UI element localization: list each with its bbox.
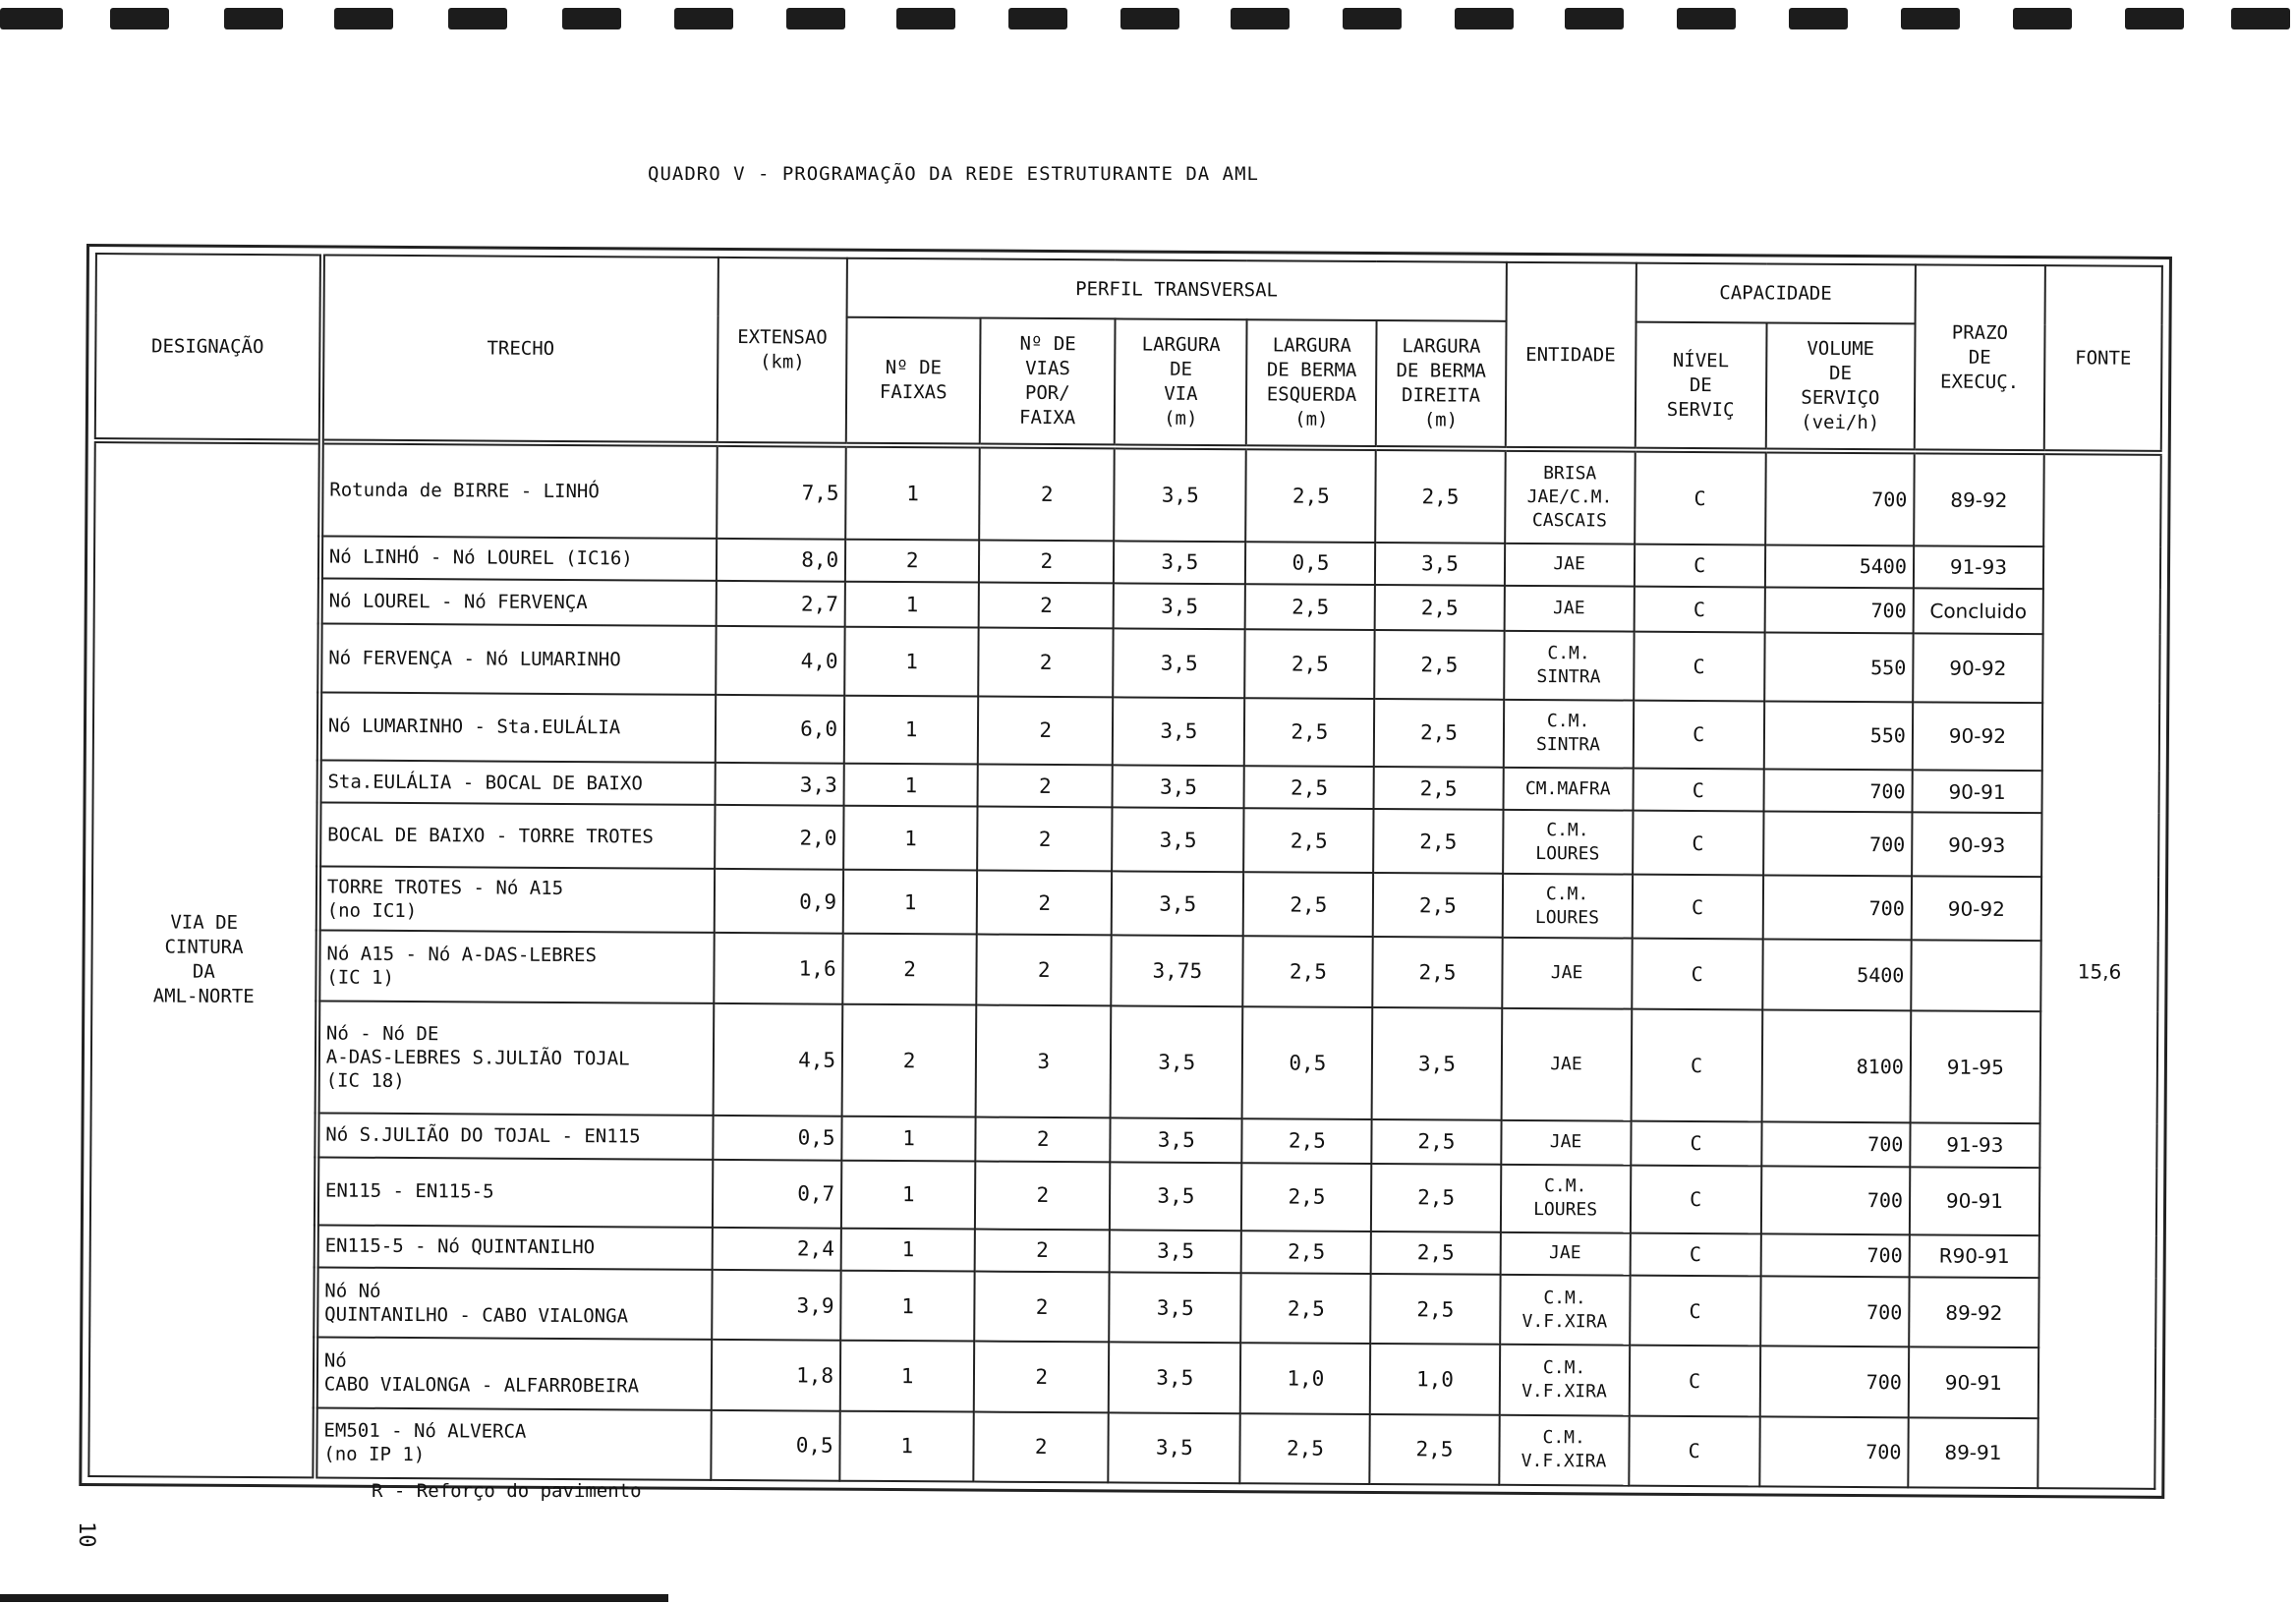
table-row — [89, 1336, 2155, 1418]
faixas-cell: 1 — [841, 1160, 976, 1229]
vias-cell: 2 — [979, 446, 1115, 542]
berma-esquerda-cell: 2,5 — [1246, 447, 1377, 543]
berma-direita-cell: 2,5 — [1374, 699, 1504, 768]
header-entidade: ENTIDADE — [1505, 262, 1636, 450]
punch-hole — [1455, 8, 1514, 29]
volume-servico-cell: 700 — [1759, 1346, 1909, 1417]
prazo-cell: 90-92 — [1913, 634, 2042, 703]
berma-esquerda-cell: 2,5 — [1245, 584, 1375, 631]
largura-via-cell: 3,5 — [1113, 765, 1244, 808]
punch-hole — [1008, 8, 1067, 29]
header-designacao: DESIGNAÇÃO — [95, 254, 322, 441]
largura-via-cell: 3,5 — [1114, 446, 1246, 542]
prazo-cell: Concluido — [1914, 588, 2043, 635]
binding-punch-strip — [0, 0, 2296, 35]
berma-direita-cell: 2,5 — [1371, 1274, 1501, 1345]
largura-via-cell: 3,5 — [1112, 872, 1243, 937]
nivel-servico-cell: C — [1635, 450, 1766, 545]
vias-cell: 2 — [974, 1271, 1110, 1342]
vias-cell: 2 — [977, 806, 1112, 871]
nivel-servico-cell: C — [1632, 939, 1762, 1009]
berma-direita-cell: 1,0 — [1370, 1344, 1500, 1414]
extensao-cell: 2,7 — [717, 581, 845, 628]
volume-servico-cell: 700 — [1762, 876, 1912, 941]
faixas-cell: 1 — [844, 696, 979, 765]
prazo-cell: 90-91 — [1912, 770, 2041, 813]
trecho-cell: EN115-5 - Nó QUINTANILHO — [316, 1225, 712, 1269]
berma-esquerda-cell: 2,5 — [1243, 937, 1373, 1007]
header-largura-via: LARGURA DE VIA (m) — [1115, 318, 1247, 447]
largura-via-cell: 3,5 — [1114, 629, 1245, 698]
berma-esquerda-cell: 2,5 — [1241, 1273, 1371, 1344]
faixas-cell: 1 — [844, 627, 979, 696]
entidade-cell: C.M. V.F.XIRA — [1500, 1275, 1630, 1346]
trecho-cell: Nó LOUREL - Nó FERVENÇA — [319, 578, 717, 626]
header-fonte: FONTE — [2044, 265, 2162, 453]
header-trecho: TRECHO — [321, 255, 718, 443]
volume-servico-cell: 5400 — [1762, 940, 1912, 1010]
vias-cell: 2 — [978, 765, 1113, 808]
trecho-cell: Sta.EULÁLIA - BOCAL DE BAIXO — [318, 761, 715, 805]
vias-cell: 2 — [977, 871, 1112, 936]
largura-via-cell: 3,5 — [1110, 1230, 1241, 1273]
entidade-cell: C.M. LOURES — [1500, 1165, 1630, 1233]
berma-direita-cell: 2,5 — [1375, 585, 1504, 632]
volume-servico-cell: 8100 — [1761, 1009, 1911, 1122]
berma-esquerda-cell: 2,5 — [1245, 630, 1375, 699]
nivel-servico-cell: C — [1631, 1165, 1761, 1233]
nivel-servico-cell: C — [1630, 1233, 1760, 1277]
punch-hole — [1901, 8, 1960, 29]
berma-esquerda-cell: 0,5 — [1245, 542, 1375, 585]
prazo-cell: 91-93 — [1910, 1122, 2039, 1168]
punch-hole — [896, 8, 955, 29]
entidade-cell: C.M. LOURES — [1502, 874, 1632, 939]
punch-hole — [1231, 8, 1290, 29]
header-nivel-servico: NÍVEL DE SERVIÇ — [1635, 322, 1766, 451]
largura-via-cell: 3,5 — [1114, 583, 1245, 630]
faixas-cell: 1 — [845, 581, 979, 628]
faixas-cell: 1 — [841, 1229, 975, 1272]
extensao-cell: 6,0 — [716, 695, 844, 764]
faixas-cell: 1 — [840, 1341, 975, 1411]
faixas-cell: 1 — [839, 1410, 974, 1481]
nivel-servico-cell: C — [1631, 1120, 1761, 1166]
berma-esquerda-cell: 2,5 — [1242, 1118, 1372, 1164]
extensao-cell: 1,8 — [712, 1340, 840, 1410]
entidade-cell: JAE — [1502, 938, 1632, 1008]
entidade-cell: C.M. V.F.XIRA — [1499, 1345, 1629, 1415]
volume-servico-cell: 700 — [1760, 1233, 1909, 1277]
punch-hole — [674, 8, 733, 29]
berma-direita-cell: 2,5 — [1374, 767, 1503, 810]
berma-direita-cell: 2,5 — [1373, 937, 1503, 1007]
faixas-cell: 1 — [843, 870, 977, 935]
header-capacidade: CAPACIDADE — [1636, 263, 1916, 324]
trecho-cell: Nó LINHÓ - Nó LOUREL (IC16) — [320, 536, 717, 580]
prazo-cell: 90-91 — [1909, 1347, 2038, 1418]
punch-hole — [1120, 8, 1179, 29]
extensao-cell: 4,5 — [714, 1003, 843, 1117]
entidade-cell: JAE — [1501, 1120, 1631, 1166]
punch-hole — [224, 8, 283, 29]
berma-direita-cell: 2,5 — [1372, 1119, 1501, 1165]
entidade-cell: JAE — [1501, 1008, 1632, 1121]
vias-cell: 2 — [975, 1230, 1110, 1273]
vias-cell: 2 — [974, 1342, 1110, 1412]
volume-servico-cell: 700 — [1763, 770, 1912, 813]
berma-direita-cell: 2,5 — [1374, 809, 1504, 874]
vias-cell: 3 — [976, 1004, 1112, 1117]
nivel-servico-cell: C — [1633, 700, 1763, 769]
prazo-cell: 91-95 — [1910, 1010, 2040, 1123]
header-extensao: EXTENSAO (km) — [718, 258, 847, 445]
extensao-cell: 2,0 — [715, 805, 843, 870]
berma-direita-cell: 2,5 — [1375, 631, 1505, 700]
largura-via-cell: 3,5 — [1113, 697, 1244, 766]
nivel-servico-cell: C — [1634, 586, 1764, 633]
table-row — [94, 440, 2161, 547]
table-row — [88, 1406, 2154, 1489]
nivel-servico-cell: C — [1629, 1415, 1759, 1486]
volume-servico-cell: 700 — [1760, 1276, 1910, 1346]
berma-direita-cell: 2,5 — [1371, 1232, 1500, 1275]
extensao-cell: 3,9 — [712, 1270, 840, 1341]
vias-cell: 2 — [979, 582, 1114, 629]
entidade-cell: C.M. SINTRA — [1503, 700, 1633, 769]
berma-esquerda-cell: 2,5 — [1241, 1163, 1371, 1232]
berma-esquerda-cell: 2,5 — [1244, 698, 1374, 767]
nivel-servico-cell: C — [1633, 769, 1763, 812]
faixas-cell: 2 — [842, 934, 977, 1004]
page-title: QUADRO V - PROGRAMAÇÃO DA REDE ESTRUTURANTE DA AML — [648, 163, 1259, 185]
volume-servico-cell: 700 — [1759, 1416, 1909, 1487]
vias-cell: 2 — [979, 540, 1114, 583]
trecho-cell: BOCAL DE BAIXO - TORRE TROTES — [318, 802, 716, 869]
rede-estruturante-table — [87, 253, 2163, 1490]
vias-cell: 2 — [978, 628, 1114, 697]
table-row — [93, 623, 2159, 704]
punch-hole — [0, 8, 63, 29]
page-number: 10 — [74, 1521, 98, 1548]
trecho-cell: TORRE TROTES - Nó A15 (no IC1) — [318, 867, 716, 934]
nivel-servico-cell: C — [1635, 544, 1765, 587]
berma-direita-cell: 2,5 — [1373, 873, 1503, 938]
berma-esquerda-cell: 2,5 — [1241, 1231, 1371, 1274]
nivel-servico-cell: C — [1630, 1275, 1760, 1346]
faixas-cell: 1 — [841, 1117, 975, 1162]
volume-servico-cell: 700 — [1763, 811, 1913, 876]
trecho-cell: Nó FERVENÇA - Nó LUMARINHO — [319, 624, 717, 695]
vias-cell: 2 — [977, 935, 1113, 1005]
nivel-servico-cell: C — [1634, 632, 1764, 701]
header-berma-esquerda: LARGURA DE BERMA ESQUERDA (m) — [1246, 319, 1377, 448]
largura-via-cell: 3,5 — [1111, 1117, 1242, 1163]
entidade-cell: BRISA JAE/C.M. CASCAIS — [1505, 449, 1636, 544]
extensao-cell: 1,6 — [714, 933, 842, 1003]
table-frame — [79, 244, 2172, 1499]
header-volume-servico: VOLUME DE SERVIÇO (vei/h) — [1765, 322, 1915, 451]
prazo-cell: 89-92 — [1914, 451, 2044, 546]
faixas-cell: 2 — [842, 1003, 977, 1117]
largura-via-cell: 3,5 — [1110, 1272, 1242, 1343]
punch-hole — [562, 8, 621, 29]
largura-via-cell: 3,5 — [1109, 1343, 1241, 1413]
header-prazo: PRAZO DE EXECUÇ. — [1915, 264, 2045, 452]
extensao-cell: 8,0 — [717, 539, 845, 582]
volume-servico-cell: 550 — [1763, 701, 1913, 770]
trecho-cell: Nó Nó QUINTANILHO - CABO VIALONGA — [316, 1267, 713, 1340]
faixas-cell: 2 — [845, 540, 979, 583]
entidade-cell: C.M. SINTRA — [1504, 631, 1634, 700]
largura-via-cell: 3,5 — [1111, 1005, 1243, 1118]
extensao-cell: 2,4 — [713, 1228, 841, 1271]
punch-hole — [110, 8, 169, 29]
extensao-cell: 3,3 — [716, 763, 844, 806]
prazo-cell: 89-92 — [1909, 1277, 2038, 1347]
punch-hole — [786, 8, 845, 29]
prazo-cell: 90-91 — [1910, 1167, 2039, 1235]
punch-hole — [334, 8, 393, 29]
punch-hole — [1343, 8, 1402, 29]
table-row — [90, 1156, 2156, 1236]
prazo-cell: 91-93 — [1914, 545, 2043, 589]
vias-cell: 2 — [976, 1117, 1111, 1162]
header-vias: Nº DE VIAS POR/ FAIXA — [980, 318, 1116, 447]
prazo-cell: 90-93 — [1912, 812, 2041, 877]
faixas-cell: 1 — [844, 764, 978, 807]
fonte-cell: 15,6 — [2038, 452, 2160, 1489]
header-faixas: Nº DE FAIXAS — [846, 317, 981, 446]
trecho-cell: Nó - Nó DE A-DAS-LEBRES S.JULIÃO TOJAL (IC 18) — [316, 1001, 714, 1116]
trecho-cell: Nó S.JULIÃO DO TOJAL - EN115 — [316, 1113, 714, 1159]
largura-via-cell: 3,5 — [1110, 1162, 1241, 1231]
punch-hole — [448, 8, 507, 29]
extensao-cell: 0,7 — [713, 1160, 841, 1229]
extensao-cell: 0,9 — [715, 869, 843, 934]
berma-esquerda-cell: 2,5 — [1240, 1413, 1370, 1484]
trecho-cell: Nó CABO VIALONGA - ALFARROBEIRA — [316, 1338, 713, 1410]
nivel-servico-cell: C — [1631, 1008, 1762, 1121]
nivel-servico-cell: C — [1633, 811, 1763, 876]
largura-via-cell: 3,5 — [1112, 807, 1243, 872]
nivel-servico-cell: C — [1629, 1346, 1759, 1416]
table-row — [89, 1266, 2155, 1348]
volume-servico-cell: 5400 — [1765, 544, 1914, 588]
berma-esquerda-cell: 2,5 — [1243, 872, 1373, 937]
header-perfil-transversal: PERFIL TRANSVERSAL — [847, 258, 1507, 321]
entidade-cell: JAE — [1504, 585, 1634, 632]
vias-cell: 2 — [974, 1411, 1110, 1482]
header-berma-direita: LARGURA DE BERMA DIREITA (m) — [1376, 320, 1506, 449]
entidade-cell: C.M. LOURES — [1503, 810, 1633, 875]
footnote: R - Reforço do pavimento — [372, 1480, 642, 1502]
faixas-cell: 1 — [845, 445, 980, 541]
punch-hole — [2231, 8, 2290, 29]
table-row — [91, 929, 2157, 1011]
trecho-cell: EM501 - Nó ALVERCA (no IP 1) — [315, 1407, 712, 1480]
punch-hole — [1677, 8, 1736, 29]
trecho-cell: Rotunda de BIRRE - LINHÓ — [320, 441, 718, 538]
berma-direita-cell: 3,5 — [1375, 543, 1504, 586]
prazo-cell: 89-91 — [1908, 1417, 2038, 1488]
vias-cell: 2 — [978, 696, 1114, 765]
bottom-rule — [0, 1594, 668, 1602]
table-row — [91, 1000, 2158, 1124]
berma-direita-cell: 2,5 — [1376, 448, 1506, 544]
berma-direita-cell: 2,5 — [1371, 1164, 1501, 1232]
berma-esquerda-cell: 2,5 — [1244, 808, 1374, 873]
largura-via-cell: 3,75 — [1112, 936, 1244, 1006]
faixas-cell: 1 — [840, 1271, 975, 1342]
berma-direita-cell: 3,5 — [1372, 1007, 1502, 1120]
prazo-cell: 90-92 — [1912, 876, 2041, 941]
berma-direita-cell: 2,5 — [1370, 1414, 1500, 1485]
table-row — [93, 691, 2159, 772]
vias-cell: 2 — [975, 1161, 1111, 1230]
trecho-cell: Nó LUMARINHO - Sta.EULÁLIA — [319, 692, 717, 763]
table-body — [88, 440, 2160, 1489]
entidade-cell: CM.MAFRA — [1503, 768, 1633, 811]
entidade-cell: JAE — [1500, 1232, 1630, 1276]
extensao-cell: 7,5 — [717, 444, 846, 540]
volume-servico-cell: 550 — [1764, 633, 1914, 702]
designacao-cell: VIA DE CINTURA DA AML-NORTE — [88, 440, 320, 1477]
punch-hole — [1789, 8, 1848, 29]
largura-via-cell: 3,5 — [1109, 1412, 1241, 1483]
volume-servico-cell: 700 — [1765, 450, 1915, 545]
volume-servico-cell: 700 — [1761, 1166, 1911, 1234]
entidade-cell: JAE — [1504, 544, 1634, 587]
faixas-cell: 1 — [843, 806, 977, 871]
extensao-cell: 4,0 — [716, 626, 844, 695]
prazo-cell — [1911, 941, 2040, 1011]
trecho-cell: EN115 - EN115-5 — [316, 1157, 714, 1228]
largura-via-cell: 3,5 — [1114, 541, 1245, 584]
prazo-cell: R90-91 — [1910, 1234, 2039, 1278]
extensao-cell: 0,5 — [711, 1409, 839, 1480]
trecho-cell: Nó A15 - Nó A-DAS-LEBRES (IC 1) — [317, 931, 715, 1003]
berma-esquerda-cell: 2,5 — [1244, 766, 1374, 809]
extensao-cell: 0,5 — [713, 1116, 841, 1161]
prazo-cell: 90-92 — [1913, 702, 2042, 771]
berma-esquerda-cell: 0,5 — [1242, 1006, 1373, 1119]
punch-hole — [2125, 8, 2184, 29]
berma-esquerda-cell: 1,0 — [1240, 1343, 1370, 1413]
volume-servico-cell: 700 — [1761, 1121, 1910, 1167]
punch-hole — [1565, 8, 1624, 29]
volume-servico-cell: 700 — [1764, 587, 1914, 634]
entidade-cell: C.M. V.F.XIRA — [1499, 1414, 1629, 1485]
nivel-servico-cell: C — [1632, 875, 1762, 940]
punch-hole — [2013, 8, 2072, 29]
